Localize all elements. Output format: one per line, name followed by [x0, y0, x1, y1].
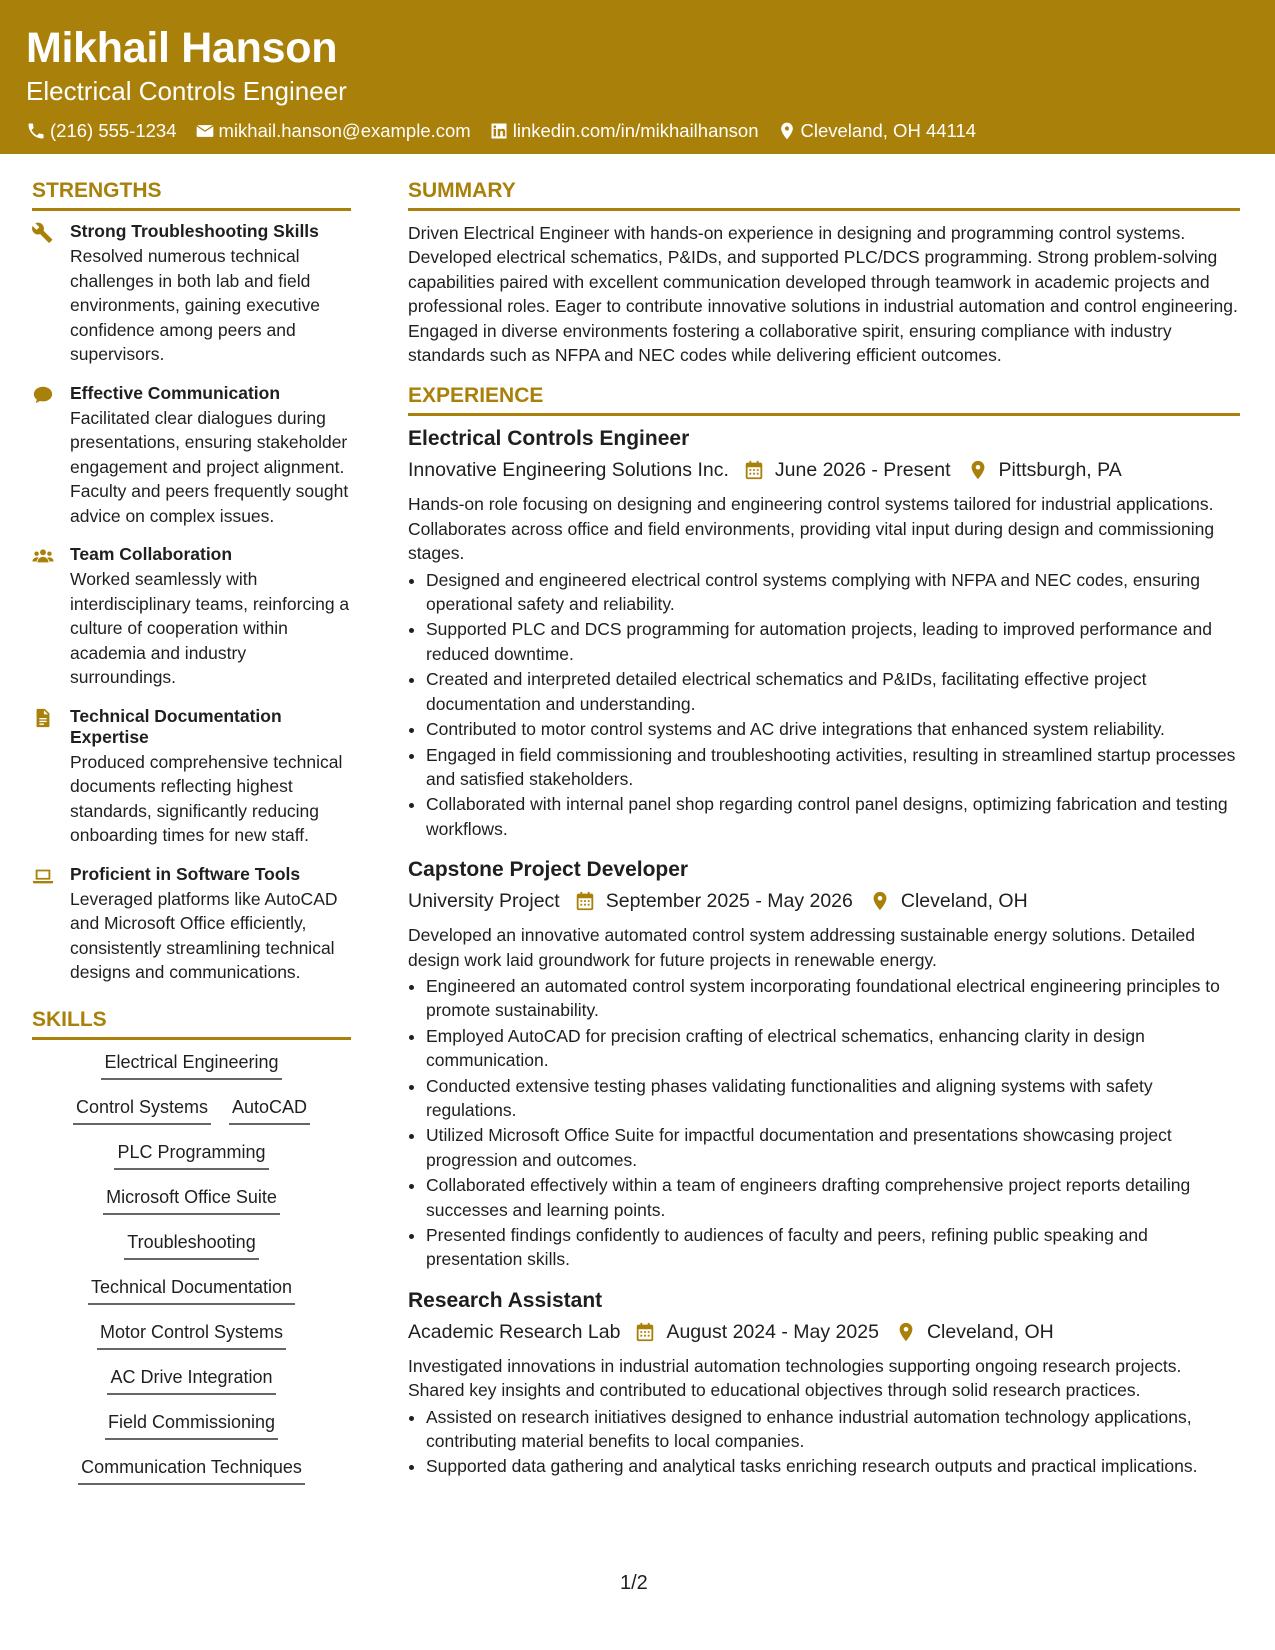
job-description: Hands-on role focusing on designing and engineering control systems tailored for industrial applications. Collaborates across office and field environments, providing vital input during design and commissioning stages.: [408, 494, 1215, 564]
job-location: Cleveland, OH: [926, 1320, 1054, 1343]
strength-item: [32, 221, 351, 367]
job-title: Research Assistant: [408, 1288, 603, 1312]
strength-title: Technical Documentation Expertise: [70, 705, 282, 747]
strength-item: [32, 864, 351, 985]
map-pin-icon: [895, 1321, 917, 1343]
laptop-icon: [32, 865, 54, 887]
calendar-icon: [634, 1321, 656, 1343]
candidate-title: Electrical Controls Engineer: [26, 76, 347, 106]
job-bullet: • Engaged in field commissioning and troubleshooting activities, resulting in streamlined startup processes and satisfied stakeholders.: [426, 743, 1240, 792]
strength-title: Team Collaboration: [70, 544, 233, 564]
skill-tag: AutoCAD: [229, 1095, 310, 1125]
job-bullet: • Employed AutoCAD for precision crafting of electrical schematics, enhancing clarity in design communication.: [426, 1024, 1240, 1073]
resume-header: [0, 0, 1275, 154]
left-column: [32, 178, 351, 1500]
contact-linkedin[interactable]: [489, 120, 759, 142]
job-description: Investigated innovations in industrial automation technologies supporting ongoing research projects. Shared key insights and contributed to educational objectives through solid research practices.: [408, 1355, 1182, 1401]
phone-text: (216) 555-1234: [50, 120, 177, 141]
job-meta: [408, 455, 1240, 485]
envelope-icon: [195, 121, 215, 141]
email-text: mikhail.hanson@example.com: [218, 120, 471, 141]
strength-item: [32, 544, 351, 690]
map-pin-icon: [777, 121, 797, 141]
right-column: [408, 178, 1240, 1495]
strength-text: Worked seamlessly with interdisciplinary teams, reinforcing a culture of cooperation within academia and industry surroundings.: [70, 569, 350, 687]
skill-tag: Microsoft Office Suite: [103, 1185, 280, 1215]
job-entry: [408, 857, 1240, 1272]
skill-tag: Field Commissioning: [105, 1410, 278, 1440]
linkedin-icon: [489, 121, 509, 141]
job-bullet: • Designed and engineered electrical control systems complying with NFPA and NEC codes, ensuring operational safety and reliability.: [426, 568, 1240, 617]
strength-text: Resolved numerous technical challenges in both lab and field environments, gaining executive confidence among peers and supervisors.: [70, 246, 321, 364]
document-icon: [32, 707, 54, 729]
contact-bar: [26, 120, 1249, 142]
location-text: Cleveland, OH 44114: [800, 120, 977, 141]
page-number: 1/2: [620, 1572, 648, 1594]
skill-tag: Technical Documentation: [88, 1275, 295, 1305]
job-bullet: • Collaborated with internal panel shop regarding control panel designs, optimizing fabrication and testing workflows.: [426, 792, 1240, 841]
speech-bubble-icon: [32, 384, 54, 406]
summary-heading: SUMMARY: [408, 178, 1240, 211]
strength-text: Produced comprehensive technical documents reflecting highest standards, significantly reducing onboarding times for new staff.: [70, 751, 343, 845]
job-dates: August 2024 - May 2025: [666, 1320, 879, 1343]
job-bullet-list: [408, 974, 1240, 1272]
skills-section: [32, 1007, 351, 1500]
experience-heading: EXPERIENCE: [408, 383, 1240, 416]
skill-tag: Troubleshooting: [124, 1230, 258, 1260]
job-bullet: • Supported PLC and DCS programming for automation projects, leading to improved performance and reduced downtime.: [426, 617, 1240, 666]
summary-text: Driven Electrical Engineer with hands-on experience in designing and programming control systems. Developed electrical schematics, P&IDs, and supported PLC/DCS programming. Strong problem-solving capabilities paired with excellent communication developed through teamwork in academic projects and professional roles. Eager to contribute innovative solutions in industrial automation and control engineering. Engaged in diverse environments fostering a collaborative spirit, ensuring compliance with industry standards such as NFPA and NEC codes while delivering efficient outcomes.: [408, 223, 1238, 366]
linkedin-text: linkedin.com/in/mikhailhanson: [512, 120, 759, 141]
strength-item: [32, 383, 351, 529]
job-description: Developed an innovative automated control system addressing sustainable energy solutions. Detailed design work laid groundwork for future projects in renewable energy.: [408, 925, 1195, 970]
tools-icon: [32, 222, 54, 244]
job-location: Cleveland, OH: [900, 890, 1028, 913]
map-pin-icon: [869, 890, 891, 912]
job-bullet: • Engineered an automated control system incorporating foundational electrical engineering principles to promote sustainability.: [426, 974, 1240, 1023]
strength-title: Proficient in Software Tools: [70, 863, 301, 884]
job-dates: June 2026 - Present: [774, 459, 951, 482]
skill-tag: Electrical Engineering: [101, 1050, 281, 1080]
job-bullet: • Created and interpreted detailed electrical schematics and P&IDs, facilitating effective project documentation and understanding.: [426, 667, 1240, 716]
job-meta: [408, 886, 1240, 916]
job-title: Electrical Controls Engineer: [408, 427, 690, 451]
strength-text: Leveraged platforms like AutoCAD and Microsoft Office efficiently, consistently streamlining technical designs and communications.: [70, 888, 338, 982]
strength-text: Facilitated clear dialogues during presentations, ensuring stakeholder engagement and project alignment. Faculty and peers frequently sought advice on complex issues.: [70, 407, 349, 526]
strength-title: Strong Troubleshooting Skills: [70, 221, 319, 241]
contact-email[interactable]: [195, 120, 471, 142]
job-organization: Innovative Engineering Solutions Inc.: [408, 459, 729, 482]
job-bullet: • Contributed to motor control systems and AC drive integrations that enhanced system reliability.: [426, 717, 1240, 741]
calendar-icon: [574, 890, 596, 912]
calendar-icon: [743, 459, 765, 481]
people-icon: [32, 545, 54, 567]
job-location: Pittsburgh, PA: [998, 459, 1122, 482]
job-entry: [408, 1288, 1240, 1479]
contact-location: [777, 120, 977, 142]
contact-phone[interactable]: [26, 120, 177, 142]
job-organization: Academic Research Lab: [408, 1320, 621, 1343]
experience-list: [408, 426, 1240, 1478]
strengths-heading: STRENGTHS: [32, 178, 351, 211]
job-bullet: • Collaborated effectively within a team of engineers drafting comprehensive project reports detailing successes and learning points.: [426, 1173, 1240, 1222]
job-entry: [408, 426, 1240, 841]
skill-tag: Communication Techniques: [78, 1455, 305, 1485]
strength-title: Effective Communication: [70, 382, 281, 403]
job-dates: September 2025 - May 2026: [605, 890, 853, 913]
candidate-name: Mikhail Hanson: [26, 24, 338, 72]
job-bullet: • Supported data gathering and analytical tasks enriching research outputs and practical implications.: [426, 1454, 1240, 1478]
job-bullet-list: [408, 568, 1240, 841]
job-bullet: • Utilized Microsoft Office Suite for impactful documentation and presentations showcasing project progression and outcomes.: [426, 1123, 1240, 1172]
skill-tag: Control Systems: [73, 1095, 211, 1125]
phone-icon: [26, 121, 46, 141]
job-bullet: • Presented findings confidently to audiences of faculty and peers, refining public speaking and presentation skills.: [426, 1223, 1240, 1272]
strength-item: [32, 706, 351, 848]
skill-tag: AC Drive Integration: [107, 1365, 275, 1395]
skill-tag: PLC Programming: [114, 1140, 268, 1170]
job-bullet: • Assisted on research initiatives designed to enhance industrial automation technology applications, contributing material benefits to local companies.: [426, 1405, 1240, 1454]
skills-heading: SKILLS: [32, 1007, 351, 1040]
job-organization: University Project: [408, 890, 560, 913]
map-pin-icon: [967, 459, 989, 481]
job-bullet-list: [408, 1405, 1240, 1479]
job-meta: [408, 1317, 1240, 1347]
job-bullet: • Conducted extensive testing phases validating functionalities and aligning systems with safety regulations.: [426, 1074, 1240, 1123]
skill-tag: Motor Control Systems: [97, 1320, 286, 1350]
job-title: Capstone Project Developer: [408, 858, 689, 882]
